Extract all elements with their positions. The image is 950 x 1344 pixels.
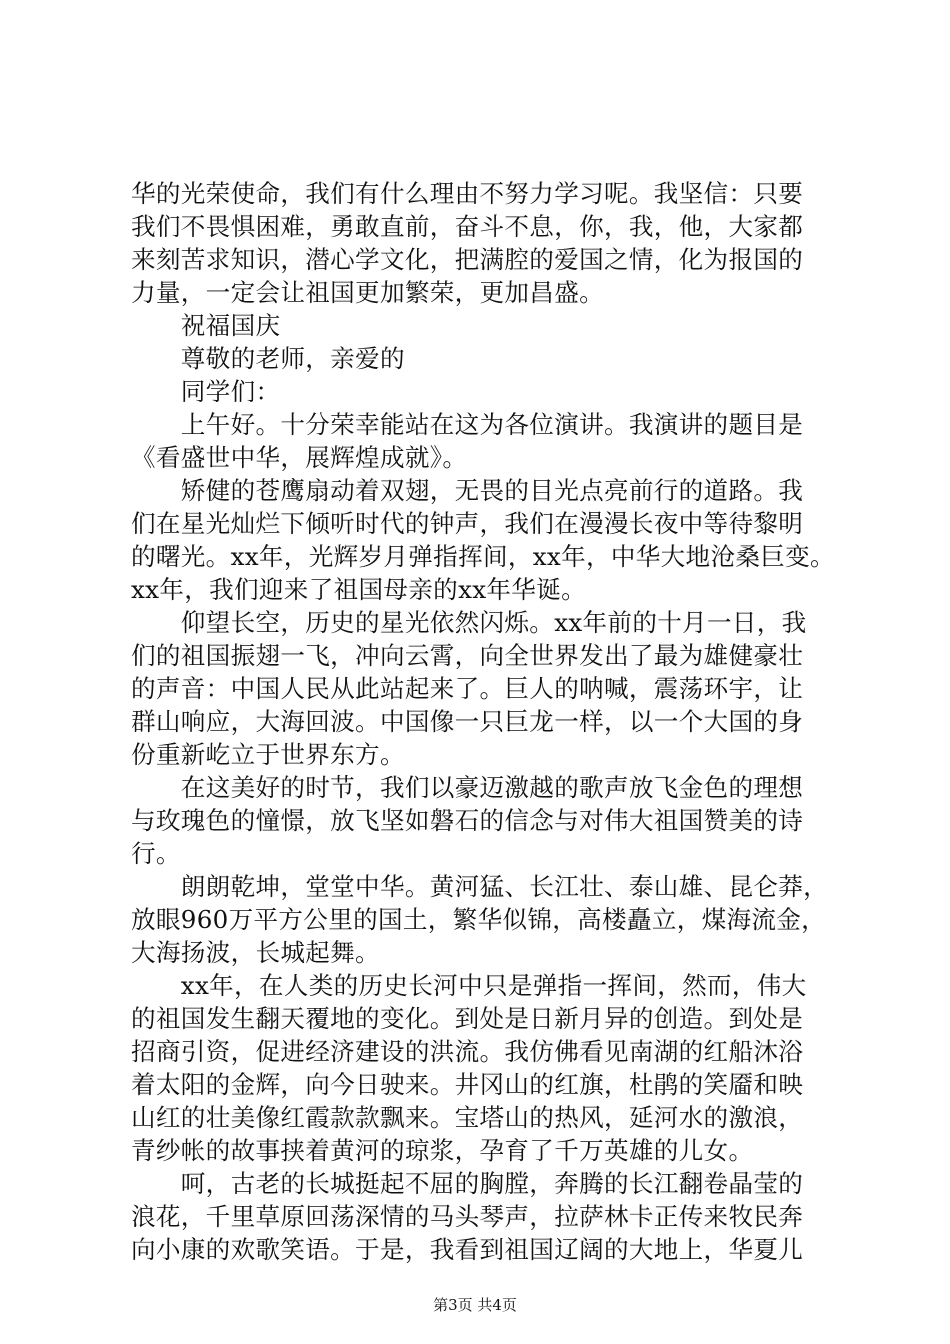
text-line: 同学们：	[131, 377, 281, 406]
page-number-label: 第3页 共4页	[433, 1296, 517, 1314]
text-line: 华的光荣使命，我们有什么理由不努力学习呢。我坚信：只要	[131, 179, 804, 208]
text-line: 矫健的苍鹰扇动着双翅，无畏的目光点亮前行的道路。我	[131, 476, 804, 505]
document-body	[131, 177, 835, 1266]
text-line: 浪花，千里草原回荡深情的马头琴声，拉萨林卡正传来牧民奔	[131, 1202, 804, 1231]
text-line: 在这美好的时节，我们以豪迈激越的歌声放飞金色的理想	[131, 773, 804, 802]
text-line: 招商引资，促进经济建设的洪流。我仿佛看见南湖的红船沐浴	[131, 1037, 804, 1066]
text-line: 祝福国庆	[131, 311, 281, 340]
text-line: 们的祖国振翅一飞，冲向云霄，向全世界发出了最为雄健豪壮	[131, 641, 804, 670]
text-line: xx年，我们迎来了祖国母亲的xx年华诞。	[131, 575, 586, 604]
text-line: 青纱帐的故事挟着黄河的琼浆，孕育了千万英雄的儿女。	[131, 1136, 754, 1165]
text-line: 的声音：中国人民从此站起来了。巨人的呐喊，震荡环宇，让	[131, 674, 804, 703]
text-line: 们在星光灿烂下倾听时代的钟声，我们在漫漫长夜中等待黎明	[131, 509, 804, 538]
page-footer	[0, 1295, 950, 1315]
text-line: 仰望长空，历史的星光依然闪烁。xx年前的十月一日，我	[131, 608, 807, 637]
text-line: 力量，一定会让祖国更加繁荣，更加昌盛。	[131, 278, 604, 307]
text-line: 尊敬的老师，亲爱的	[131, 344, 405, 373]
text-line: 与玫瑰色的憧憬，放飞坚如磐石的信念与对伟大祖国赞美的诗	[131, 806, 804, 835]
text-line: 群山响应，大海回波。中国像一只巨龙一样，以一个大国的身	[131, 707, 804, 736]
text-line: 《看盛世中华，展辉煌成就》。	[131, 443, 468, 472]
text-line: 来刻苦求知识，潜心学文化，把满腔的爱国之情，化为报国的	[131, 245, 804, 274]
text-line: 大海扬波，长城起舞。	[131, 938, 380, 967]
text-line: xx年，在人类的历史长河中只是弹指一挥间，然而，伟大	[131, 971, 807, 1000]
text-line: 着太阳的金辉，向今日驶来。井冈山的红旗，杜鹃的笑靥和映	[131, 1070, 804, 1099]
text-line: 放眼960万平方公里的国土，繁华似锦，高楼矗立，煤海流金，	[131, 905, 827, 934]
text-line: 份重新屹立于世界东方。	[131, 740, 405, 769]
text-line: 山红的壮美像红霞款款飘来。宝塔山的热风，延河水的激浪，	[131, 1103, 804, 1132]
text-line: 的祖国发生翻天覆地的变化。到处是日新月异的创造。到处是	[131, 1004, 804, 1033]
text-line: 行。	[131, 839, 181, 868]
text-line: 的曙光。xx年，光辉岁月弹指挥间，xx年，中华大地沧桑巨变。	[131, 542, 835, 571]
text-line: 向小康的欢歌笑语。于是，我看到祖国辽阔的大地上，华夏儿	[131, 1235, 804, 1264]
text-line: 呵，古老的长城挺起不屈的胸膛，奔腾的长江翻卷晶莹的	[131, 1169, 804, 1198]
text-line: 上午好。十分荣幸能站在这为各位演讲。我演讲的题目是	[131, 410, 804, 439]
text-line: 我们不畏惧困难，勇敢直前，奋斗不息，你，我，他，大家都	[131, 212, 804, 241]
text-line: 朗朗乾坤，堂堂中华。黄河猛、长江壮、泰山雄、昆仑莽，	[131, 872, 829, 901]
